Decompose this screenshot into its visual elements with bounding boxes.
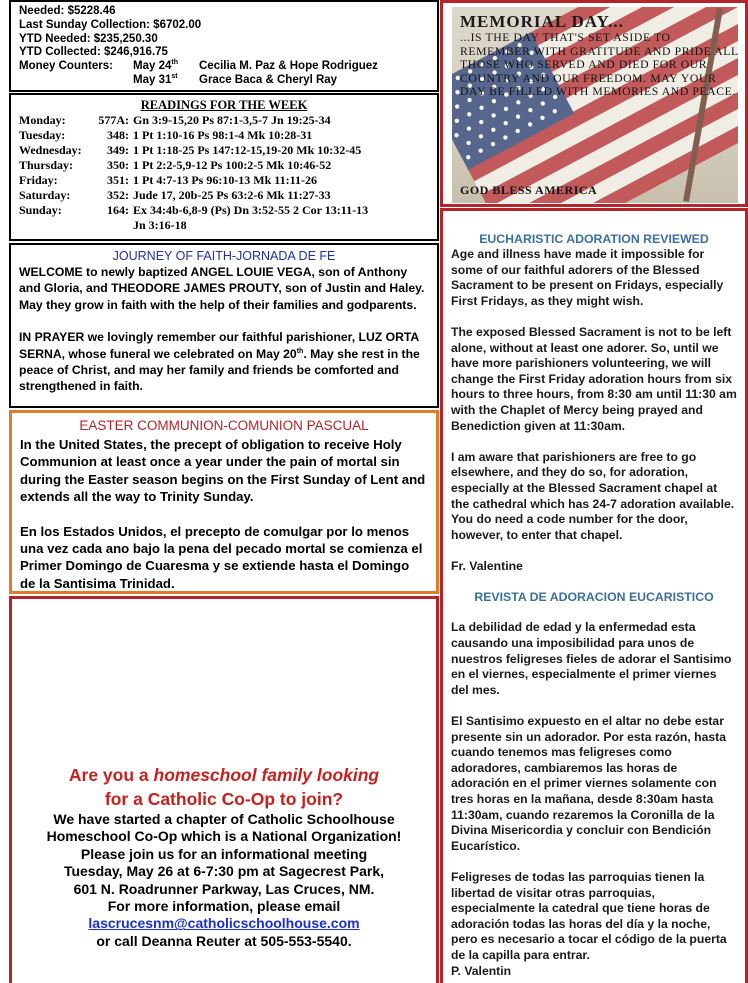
reading-text: 1 Pt 4:7-13 Ps 96:10-13 Mk 11:11-26 xyxy=(133,173,317,187)
reading-row xyxy=(19,143,429,158)
reading-day: Friday: xyxy=(19,173,58,187)
reading-day: Monday: xyxy=(19,113,66,127)
welcome-paragraph: WELCOME to newly baptized ANGEL LOUIE VEGA, son of Anthony and Gloria, and THEODORE JAMES PROUTY, son of Justin and Haley. May they grow in faith with the help of their families and godparents. xyxy=(19,265,425,312)
reading-day: Thursday: xyxy=(19,158,74,172)
adoration-es-sign: P. Valentin xyxy=(451,963,512,978)
memorial-title: MEMORIAL DAY... xyxy=(460,12,624,31)
readings-box xyxy=(9,93,439,241)
adoration-en-p3: I am aware that parishioners are free to go elsewhere, and they do so, for adoration, especially at the Blessed Sacrament chapel at the cathedral which has 24-7 adoration available. You do need a code number for the door, however, to enter that chapel. xyxy=(451,449,735,542)
memorial-sign: GOD BLESS AMERICA xyxy=(460,183,598,197)
journey-title: JOURNEY OF FAITH-JORNADA DE FE xyxy=(112,249,336,263)
homeschool-box xyxy=(9,596,439,983)
prayer-paragraph: IN PRAYER we lovingly remember our faithful parishioner, LUZ ORTA SERNA, whose funeral we celebrated on May 20th. May she rest in the peace of Christ, and may her family and friends be comforted and strengthened in faith. xyxy=(19,330,420,394)
finance-box xyxy=(9,0,439,92)
adoration-es-p3: Feligreses de todas las parroquias tienen la libertad de visitar otras parroquias, especialmente la catedral que tiene horas de adoración todas las horas del día y la noche, pero es necesario a tocar el código de la puerta de la capilla para entrar. xyxy=(451,869,727,962)
reading-num: 351: xyxy=(107,173,129,187)
homeschool-headline: Are you a homeschool family looking for a Catholic Co-Op to join? xyxy=(68,765,380,809)
reading-day: Sunday: xyxy=(19,203,62,217)
easter-communion-box xyxy=(9,410,439,594)
easter-title: EASTER COMMUNION-COMUNION PASCUAL xyxy=(79,418,369,433)
adoration-en-sign: Fr. Valentine xyxy=(451,558,523,573)
memorial-text: ...IS THE DAY THAT'S SET ASIDE TO REMEMBER WITH GRATITUDE AND PRIDE ALL THOSE WHO SERVED AND DIED FOR OUR COUNTRY AND OUR FREEDOM. MAY YOUR DAY BE FILLED WITH MEMORIES AND PEACE. xyxy=(460,31,738,99)
counter-names: Grace Baca & Cheryl Ray xyxy=(199,73,338,86)
reading-text: Jude 17, 20b-25 Ps 63:2-6 Mk 11:27-33 xyxy=(133,188,331,202)
readings-title: READINGS FOR THE WEEK xyxy=(140,98,308,112)
easter-english: In the United States, the precept of obligation to receive Holy Communion at least once a year under the pain of mortal sin during the Easter season begins on the First Sunday of Lent and extends all the way to Trinity Sunday. xyxy=(20,437,426,505)
money-counters-row xyxy=(19,60,429,74)
ytd-needed: YTD Needed: $235,250.30 xyxy=(19,32,158,45)
adoration-es-p1: La debilidad de edad y la enfermedad esta causando una imposibilidad para unos de nuestros feligreses fieles de adorar el Santisimo en el viernes, especialmente el primer viernes del mes. xyxy=(451,620,732,697)
easter-spanish: En los Estados Unidos, el precepto de comulgar por lo menos una vez cada ano bajo la pena del pecado mortal se comienza el Primer Domingo de Cuaresma y se extiende hasta el Domingo de la Santisima Trinidad. xyxy=(20,523,423,591)
reading-text: 1 Pt 1:18-25 Ps 147:12-15,19-20 Mk 10:32-45 xyxy=(133,143,362,157)
adoration-en-p2: The exposed Blessed Sacrament is not to be left alone, without at least one adorer. So, until we have more parishioners volunteering, we will change the First Friday adoration hours from six hours to three hours, from 8:30 am until 11:30 am with the Chaplet of Mercy being prayed and Benediction given at 11:30am. xyxy=(451,324,737,433)
adoration-es-p2: El Santisimo expuesto en el altar no debe estar presente sin un adorador. Por esta razón, hasta cuando tenemos mas feligreses como adoradores, cambiaremos las horas de adoración en el primer viernes solamente con tres horas en la mañana, desde 8:30am hasta 11:30am, cuando rezaremos la Coronilla de la Divina Misericordia y concluir con Bendición Eucarístico. xyxy=(451,714,726,853)
adoration-es-title: REVISTA DE ADORACION EUCARISTICO xyxy=(474,590,714,605)
counter-date: May 31st xyxy=(133,73,178,86)
reading-num: 349: xyxy=(107,143,129,157)
last-sunday-collection: Last Sunday Collection: $6702.00 xyxy=(19,18,202,31)
memorial-day-box xyxy=(440,0,748,207)
reading-text: Ex 34:4b-6,8-9 (Ps) Dn 3:52-55 2 Cor 13:11-13 xyxy=(133,203,369,217)
reading-row xyxy=(19,128,429,143)
reading-num: 350: xyxy=(107,158,129,172)
money-counters-row xyxy=(19,74,429,88)
ytd-collected: YTD Collected: $246,916.75 xyxy=(19,46,168,59)
money-counters-label: Money Counters: xyxy=(19,60,113,73)
reading-row xyxy=(19,173,429,188)
reading-row xyxy=(19,203,429,218)
reading-num: 577A: xyxy=(98,113,129,127)
reading-num: 164: xyxy=(107,203,129,217)
counter-date: May 24th xyxy=(133,59,178,73)
needed-amount: Needed: $5228.46 xyxy=(19,5,116,17)
memorial-day-image xyxy=(452,7,738,203)
reading-text: 1 Pt 1:10-16 Ps 98:1-4 Mk 10:28-31 xyxy=(133,128,313,142)
reading-num: 348: xyxy=(107,128,129,142)
reading-row xyxy=(19,113,429,128)
homeschool-body: We have started a chapter of Catholic Schoolhouse Homeschool Co-Op which is a National Organization! Please join us for an informational meeting Tuesday, May 26 at 6-7:30 pm at Sagecrest Park, 601 N. Roadrunner Parkway, Las Cruces, NM. For more information, please email lascrucesnm@catholicschoolhouse.com or call Deanna Reuter at 505-553-5540. xyxy=(46,811,402,949)
adoration-en-title: EUCHARISTIC ADORATION REVIEWED xyxy=(479,232,709,246)
reading-day: Saturday: xyxy=(19,188,71,202)
reading-day: Tuesday: xyxy=(19,128,66,142)
reading-row xyxy=(19,158,429,173)
reading-text: 1 Pt 2:2-5,9-12 Ps 100:2-5 Mk 10:46-52 xyxy=(133,158,332,172)
reading-day: Wednesday: xyxy=(19,143,82,157)
sunday-reading-continued: Jn 3:16-18 xyxy=(133,218,187,232)
journey-box xyxy=(9,243,439,408)
reading-text: Gn 3:9-15,20 Ps 87:1-3,5-7 Jn 19:25-34 xyxy=(133,113,331,127)
readings-list xyxy=(19,113,429,218)
reading-row xyxy=(19,188,429,203)
counter-names: Cecilia M. Paz & Hope Rodriguez xyxy=(199,60,378,73)
adoration-en-p1: Age and illness have made it impossible for some of our faithful adorers of the Blessed Sacrament to be present on Fridays, especially First Fridays, as they might wish. xyxy=(451,247,724,308)
reading-num: 352: xyxy=(107,188,129,202)
adoration-box xyxy=(440,208,748,983)
email-link[interactable]: lascrucesnm@catholicschoolhouse.com xyxy=(88,915,360,932)
